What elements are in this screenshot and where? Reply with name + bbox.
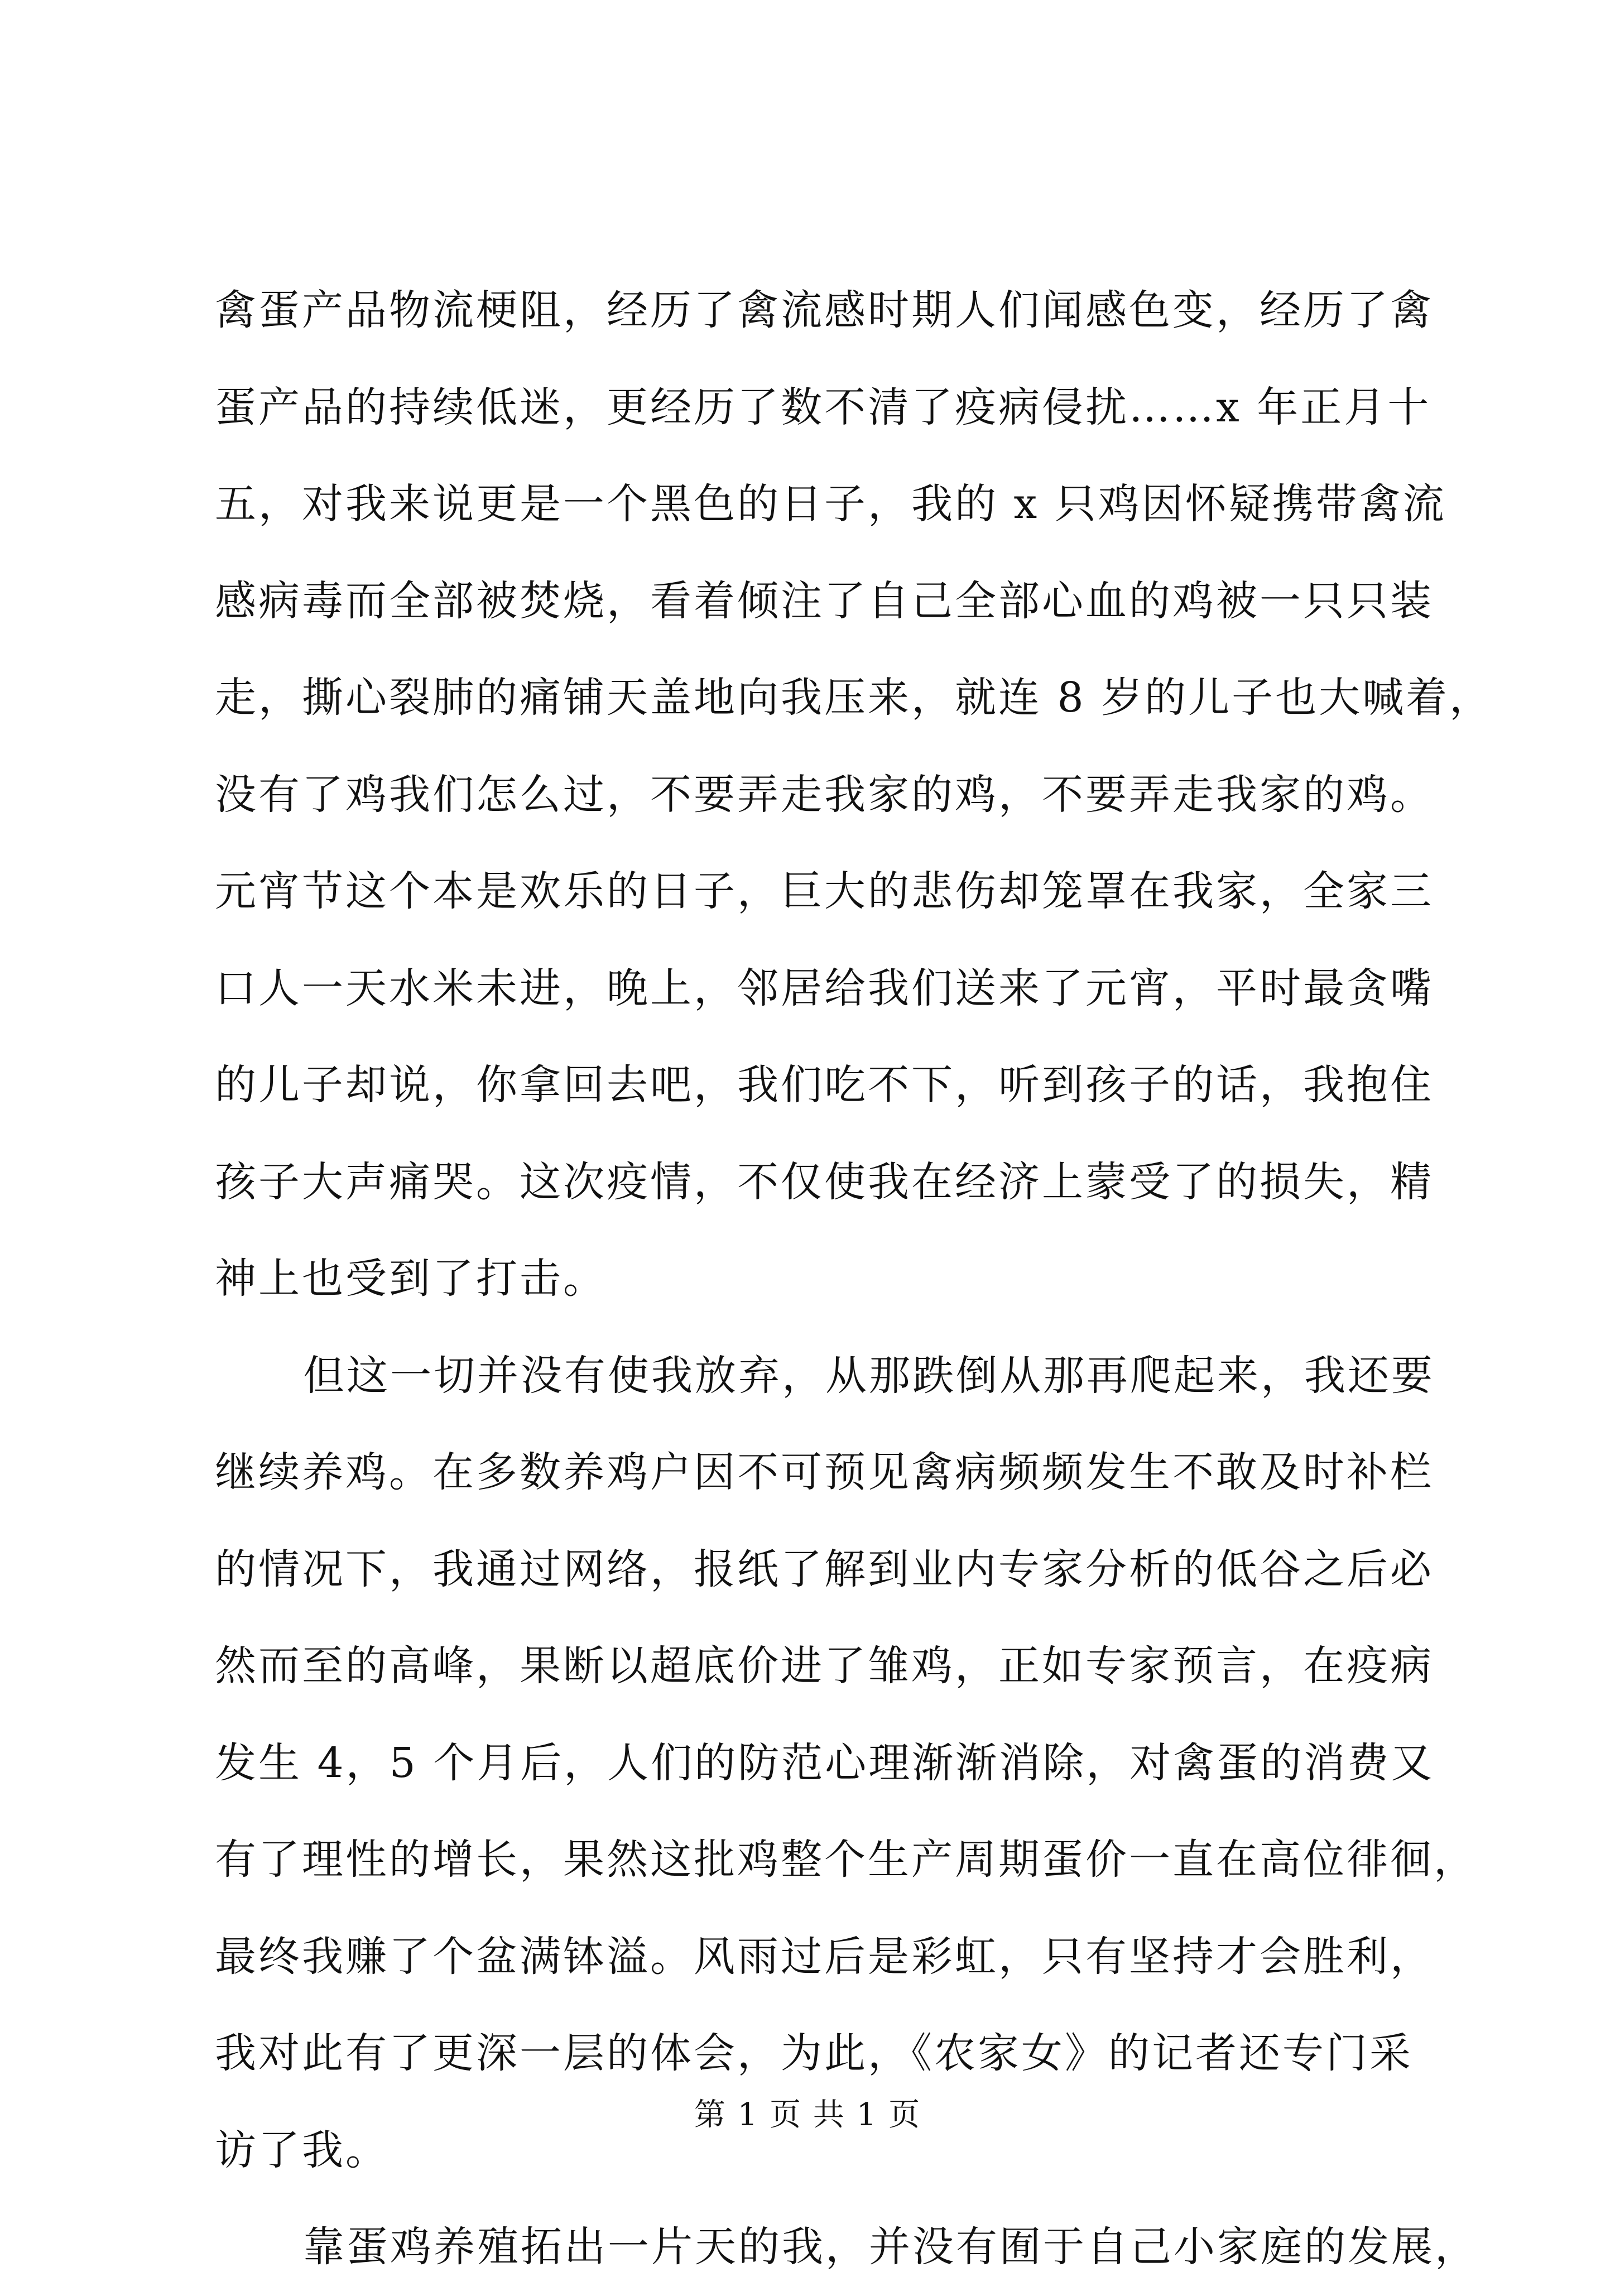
text-line-19: 我对此有了更深一层的体会，为此，《农家女》的记者还专门采 [215,2029,1413,2077]
text-line-14: 的情况下，我通过网络，报纸了解到业内专家分析的低谷之后必 [215,1545,1434,1593]
text-line-18: 最终我赚了个盆满钵溢。风雨过后是彩虹，只有坚持才会胜利， [215,1932,1434,1981]
text-line-21: 靠蛋鸡养殖拓出一片天的我，并没有囿于自己小家庭的发展， [303,2223,1478,2271]
text-line-7: 元宵节这个本是欢乐的日子，巨大的悲伤却笼罩在我家，全家三 [215,867,1434,915]
text-line-15: 然而至的高峰，果断以超底价进了雏鸡，正如专家预言，在疫病 [215,1642,1434,1690]
text-line-10: 孩子大声痛哭。这次疫情，不仅使我在经济上蒙受了的损失，精 [215,1157,1434,1206]
text-line-17: 有了理性的增长，果然这批鸡整个生产周期蛋价一直在高位徘徊， [215,1836,1477,1884]
text-line-13: 继续养鸡。在多数养鸡户因不可预见禽病频频发生不敢及时补栏 [215,1448,1434,1496]
text-line-9: 的儿子却说，你拿回去吧，我们吃不下，听到孩子的话，我抱住 [215,1061,1434,1109]
text-line-1: 禽蛋产品物流梗阻，经历了禽流感时期人们闻感色变，经历了禽 [215,286,1434,334]
text-line-4: 感病毒而全部被焚烧，看着倾注了自己全部心血的鸡被一只只装 [215,577,1434,625]
text-line-11: 神上也受到了打击。 [215,1255,607,1303]
body-text [215,262,1493,2296]
text-line-8: 口人一天水米未进，晚上，邻居给我们送来了元宵，平时最贪嘴 [215,964,1434,1012]
text-line-12: 但这一切并没有使我放弃，从那跌倒从那再爬起来，我还要 [303,1351,1435,1400]
text-line-20: 访了我。 [215,2126,389,2174]
text-line-16: 发生 4，5 个月后，人们的防范心理渐渐消除，对禽蛋的消费又 [215,1738,1435,1787]
text-line-6: 没有了鸡我们怎么过，不要弄走我家的鸡，不要弄走我家的鸡。 [215,770,1434,819]
text-line-2: 蛋产品的持续低迷，更经历了数不清了疫病侵扰……x 年正月十 [215,383,1431,431]
text-line-5: 走，撕心裂肺的痛铺天盖地向我压来，就连 8 岁的儿子也大喊着， [215,674,1493,722]
text-line-3: 五，对我来说更是一个黑色的日子，我的 x 只鸡因怀疑携带禽流 [215,480,1446,528]
page-footer: 第 1 页 共 1 页 [694,2097,921,2133]
